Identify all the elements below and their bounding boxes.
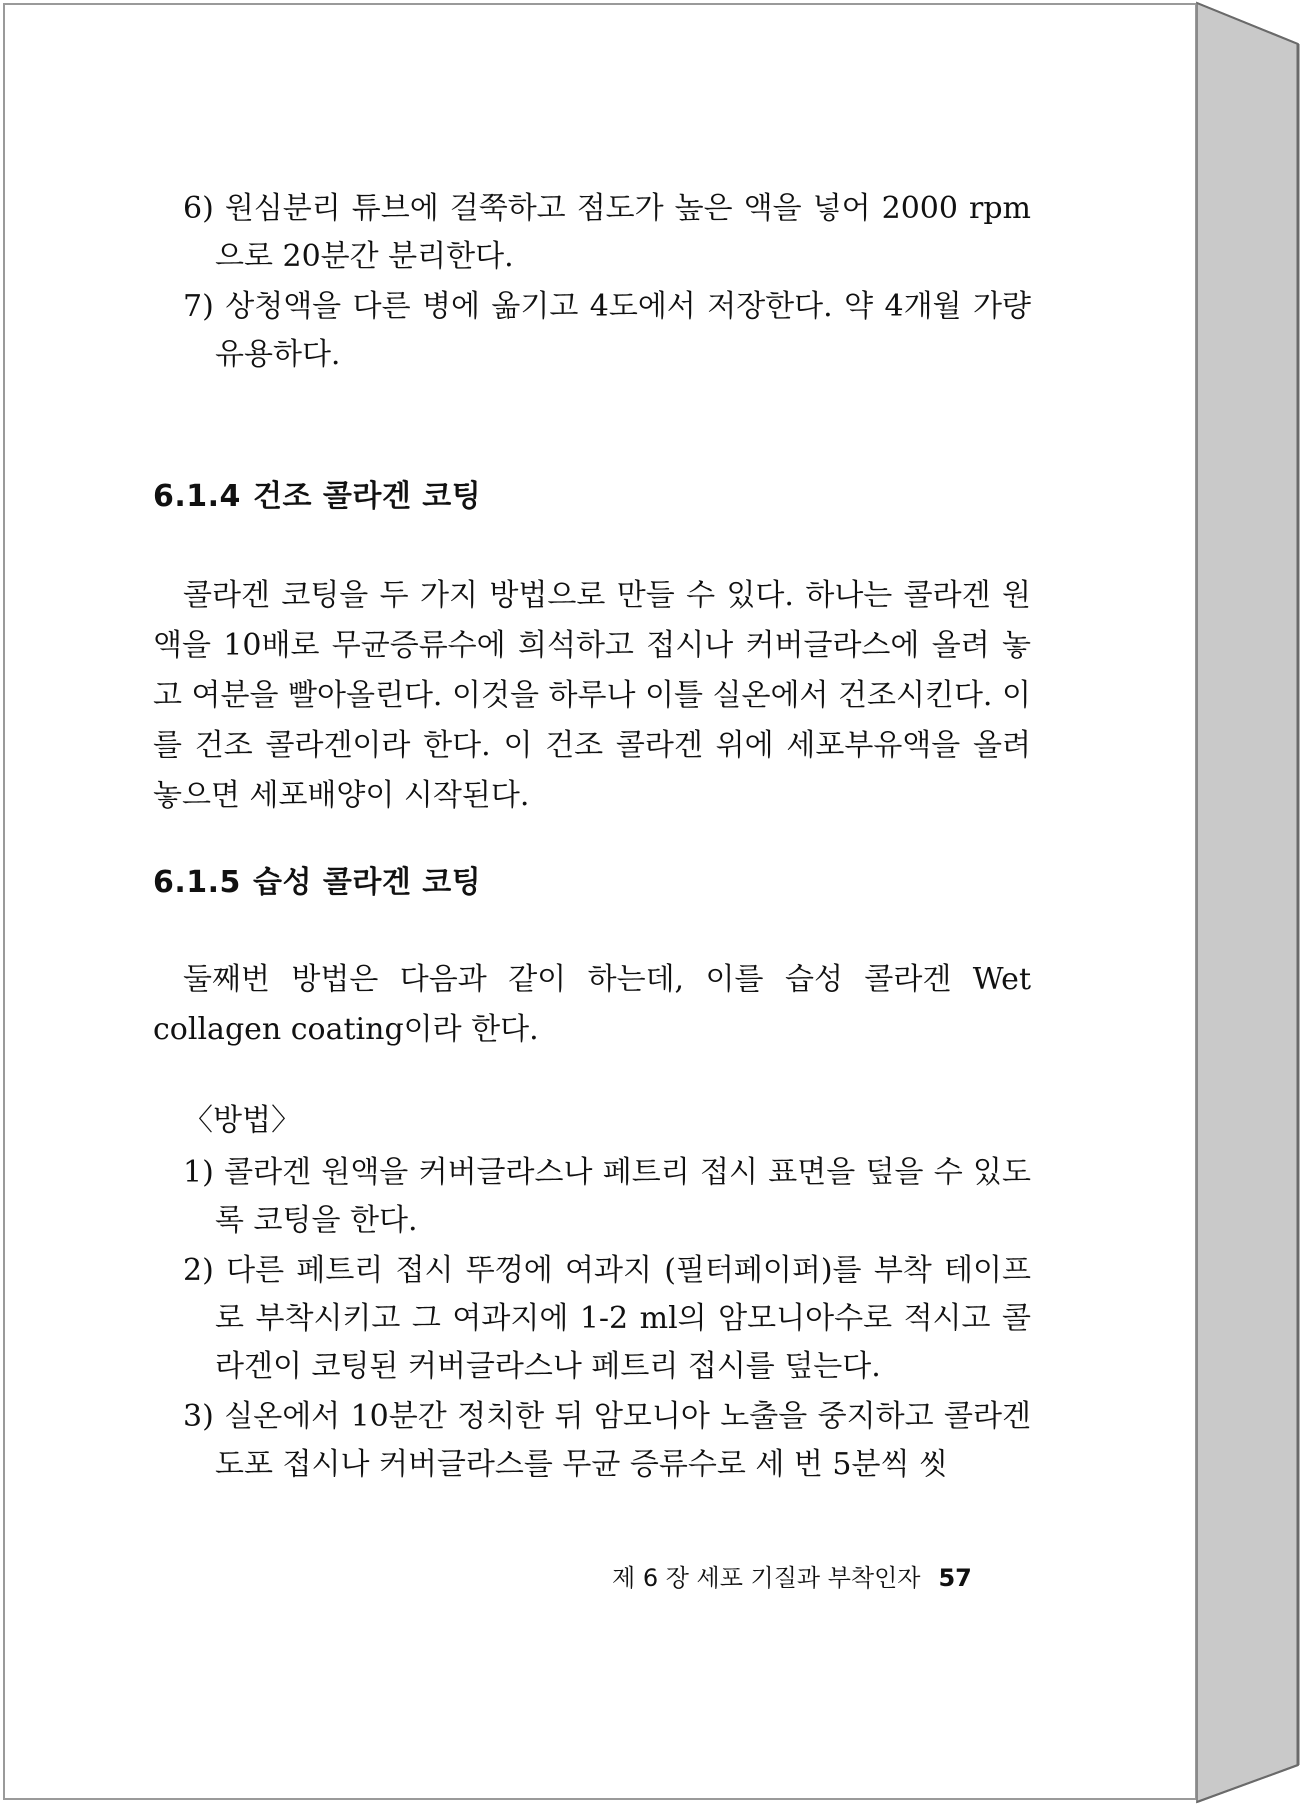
method-step-number: 1) [183,1155,214,1190]
method-step-text: 콜라겐 원액을 커버글라스나 페트리 접시 표면을 덮을 수 있도록 코팅을 한다. [215,1155,1031,1238]
method-step [183,1393,1031,1489]
method-step-text: 실온에서 10분간 정치한 뒤 암모니아 노출을 중지하고 콜라겐 도포 접시나 커버글라스를 무균 증류수로 세 번 5분씩 씻 [215,1399,1031,1482]
list-item [183,283,1031,379]
list-item-number: 7) [183,289,214,324]
top-list [153,185,1031,379]
section-title: 습성 콜라겐 코팅 [253,865,482,900]
method-label: 〈방법〉 [183,1103,301,1138]
list-item-text: 상청액을 다른 병에 옮기고 4도에서 저장한다. 약 4개월 가량 유용하다. [215,289,1031,372]
section-6-1-4-body: 콜라겐 코팅을 두 가지 방법으로 만들 수 있다. 하나는 콜라겐 원액을 10배로 무균증류수에 희석하고 접시나 커버글라스에 올려 놓고 여분을 빨아올린다. 이것을 하루나 이틀 실온에서 건조시킨다. 이를 건조 콜라겐이라 한다. 이 건조 콜라겐 위에 세포부유액을 올려 놓으면 세포배양이 시작된다. [153,578,1031,813]
list-item [183,185,1031,281]
method-step-text: 다른 페트리 접시 뚜껑에 여과지 (필터페이퍼)를 부착 테이프로 부착시키고 그 여과지에 1-2 ml의 암모니아수로 적시고 콜라겐이 코팅된 커버글라스나 페트리 접시를 덮는다. [215,1253,1031,1384]
page-footer [612,1560,972,1596]
section-title: 건조 콜라겐 코팅 [253,479,482,514]
method-step-number: 3) [183,1399,214,1434]
section-heading-6-1-5 [153,859,1031,907]
section-6-1-5-body: 둘째번 방법은 다음과 같이 하는데, 이를 습성 콜라겐 Wet collagen coating이라 한다. [153,962,1031,1047]
method-steps [153,1149,1031,1489]
list-item-text: 원심분리 튜브에 걸쭉하고 점도가 높은 액을 넣어 2000 rpm으로 20분간 분리한다. [215,191,1031,274]
method-step [183,1149,1031,1245]
section-heading-6-1-4 [153,473,1031,521]
section-number: 6.1.4 [153,479,241,514]
running-footer-chapter: 제 6 장 세포 기질과 부착인자 [612,1564,921,1592]
page-content [153,185,1031,1491]
list-item-number: 6) [183,191,214,226]
method-step [183,1247,1031,1391]
page-number: 57 [938,1564,972,1592]
method-step-number: 2) [183,1253,214,1288]
section-number: 6.1.5 [153,865,241,900]
